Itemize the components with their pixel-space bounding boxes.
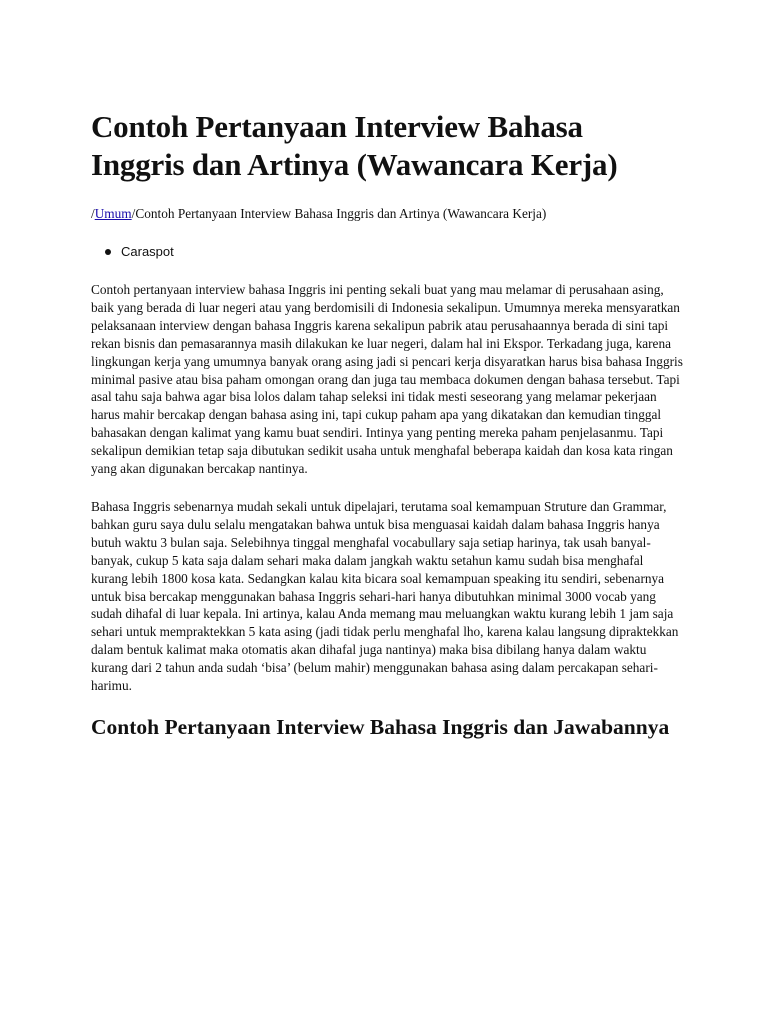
tag-item [121, 243, 683, 261]
tag-label: Caraspot [121, 244, 174, 259]
breadcrumb-current: /Contoh Pertanyaan Interview Bahasa Inggris dan Artinya (Wawancara Kerja) [131, 206, 547, 221]
section-heading: Contoh Pertanyaan Interview Bahasa Inggris dan Jawabannya [91, 714, 670, 739]
breadcrumb-separator: / [91, 206, 95, 221]
article [91, 108, 683, 741]
body-paragraph-2: Bahasa Inggris sebenarnya mudah sekali untuk dipelajari, terutama soal kemampuan Struture dan Grammar, bahkan guru saya dulu selalu mengatakan bahwa untuk bisa menguasai kaidah dalam bahasa Inggris hanya butuh waktu 3 bulan saja. Selebihnya tinggal menghafal vocabullary saja setiap harinya, tak usah banyal-banyak, cukup 5 kata saja dalam sehari maka dalam jangkah waktu setahun kamu sudah bisa menghafal kurang lebih 1800 kosa kata. Sedangkan kalau kita bicara soal kemampuan speaking itu sendiri, sebenarnya untuk bisa bercakap menggunakan bahasa Inggris sehari-hari hanya dibutuhkan minimal 3000 vocab yang sudah dihafal di luar kepala. Ini artinya, kalau Anda memang mau meluangkan waktu kurang lebih 1 jam saja sehari untuk mempraktekkan 5 kata asing (jadi tidak perlu menghafal lho, karena kalau langsung dipraktekkan dalam bentuk kalimat maka otomatis akan dihafal juga nantinya) maka bisa dibilang hanya dalam waktu kurang dari 2 tahun anda sudah ‘bisa’ (belum mahir) menggunakan bahasa asing dalam percakapan sehari-harimu. [91, 498, 679, 694]
body-paragraph-1: Contoh pertanyaan interview bahasa Inggris ini penting sekali buat yang mau melamar di perusahaan asing, baik yang berada di luar negeri atau yang berdomisili di Indonesia sekalipun. Umumnya mereka mensyaratkan pelaksanaan interview dengan bahasa Inggris karena sekalipun pabrik atau perusahaannya berada di sini tapi rekan bisnis dan pemasarannya masih dilakukan ke luar negeri, dalam hal ini Ekspor. Terkadang juga, karena lingkungan kerja yang umumnya banyak orang asing jadi si pencari kerja disyaratkan harus bisa bahasa Inggris minimal pasive atau bisa paham omongan orang dan juga tau membaca dokumen dengan bahasa tersebut. Tapi asal tahu saja bahwa agar bisa lolos dalam tahap seleksi ini tidak mesti seseorang yang melamar pekerjaan harus mahir bercakap dengan bahasa asing ini, tapi cukup paham apa yang dikatakan dan kemudian tinggal bahasakan dengan kalimat yang kamu buat sendiri. Intinya yang penting mereka paham penjelasanmu. Tapi sekalipun demikian tetap saja dibutukan sedikit usaha untuk menghafal beberapa kaidah dan kosa kata ringan yang akan digunakan bercakap nantinya. [91, 282, 683, 477]
breadcrumb-link-umum[interactable]: Umum [94, 206, 132, 221]
tag-list [91, 243, 683, 261]
page-title: Contoh Pertanyaan Interview Bahasa Inggris dan Artinya (Wawancara Kerja) [91, 109, 618, 182]
breadcrumb [91, 205, 683, 223]
bullet-icon [105, 249, 111, 255]
